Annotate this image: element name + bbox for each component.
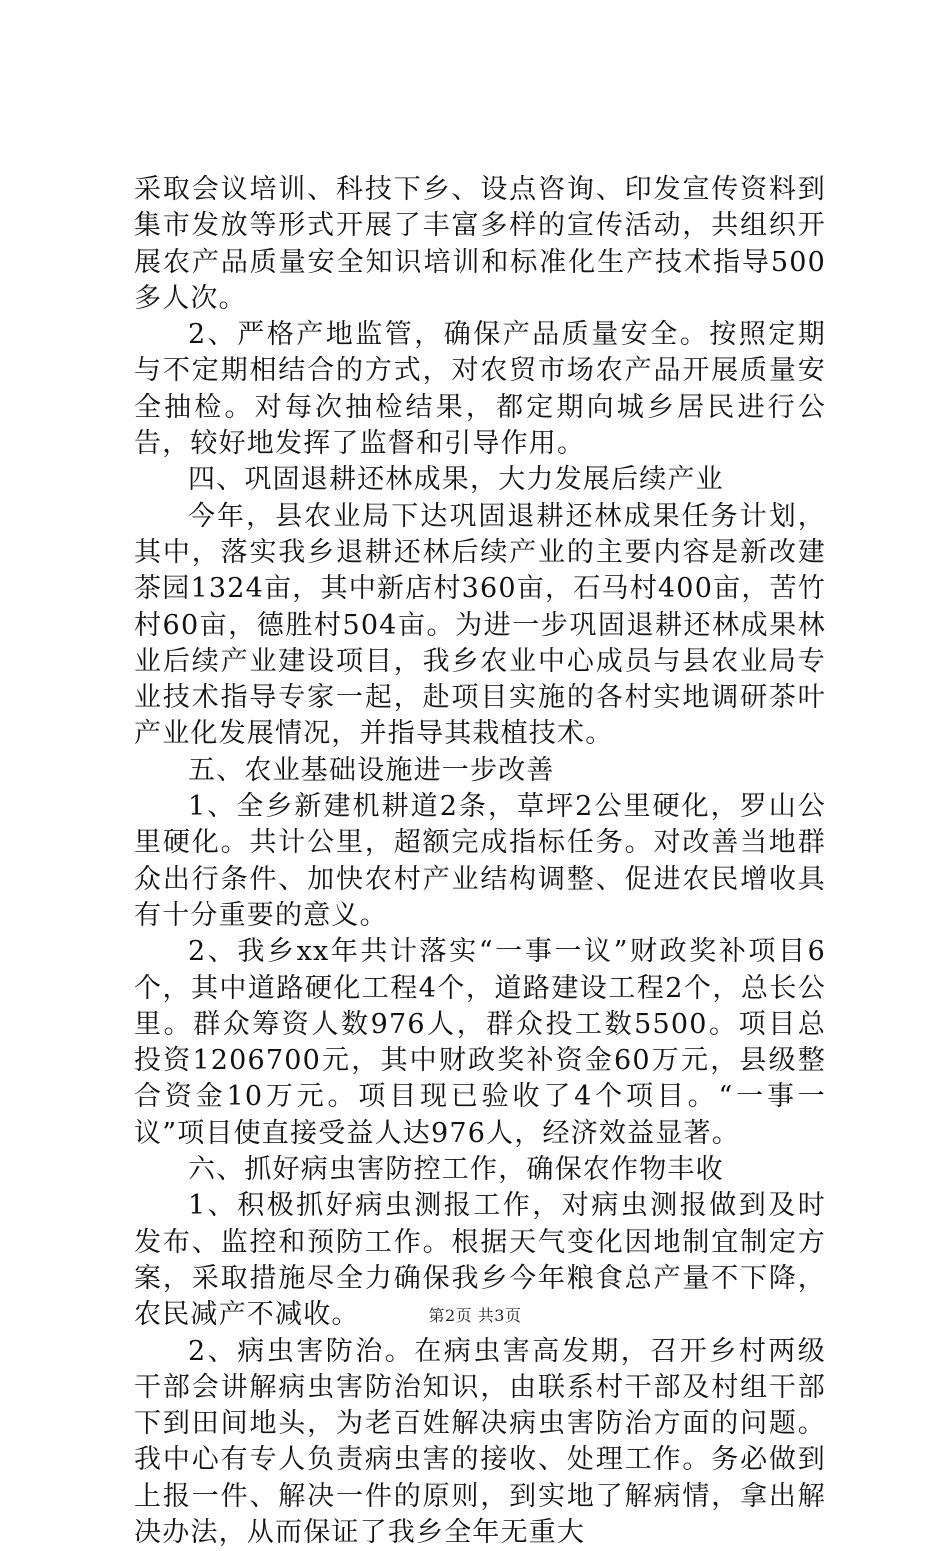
paragraph-reforestation: 今年，县农业局下达巩固退耕还林成果任务计划，其中，落实我乡退耕还林后续产业的主要内容是新改建茶园1324亩，其中新店村360亩，石马村400亩，苦竹村60亩，德胜村504亩。为进一步巩固退耕还林成果林业后续产业建设项目，我乡农业中心成员与县农业局专业技术指导专家一起，赴项目实施的各村实地调研茶叶产业化发展情况，并指导其栽植技术。 — [134, 499, 826, 753]
section-heading-five: 五、农业基础设施进一步改善 — [134, 753, 826, 789]
document-body — [134, 172, 826, 1551]
section-heading-four: 四、巩固退耕还林成果，大力发展后续产业 — [134, 462, 826, 498]
paragraph-one-matter-one-discussion: 2、我乡xx年共计落实“一事一议”财政奖补项目6个，其中道路硬化工程4个，道路建设工程2个，总长公里。群众筹资人数976人，群众投工数5500。项目总投资1206700元，其中财政奖补资金60万元，县级整合资金10万元。项目现已验收了4个项目。“一事一议”项目使直接受益人达976人，经济效益显著。 — [134, 934, 826, 1152]
section-heading-six: 六、抓好病虫害防控工作，确保农作物丰收 — [134, 1152, 826, 1188]
paragraph-pest-forecasting: 1、积极抓好病虫测报工作，对病虫测报做到及时发布、监控和预防工作。根据天气变化因地制宜制定方案，采取措施尽全力确保我乡今年粮食总产量不下降，农民减产不减收。 — [134, 1188, 826, 1333]
page-number-footer: 第2页 共3页 — [0, 1303, 950, 1326]
paragraph-pest-control: 2、病虫害防治。在病虫害高发期，召开乡村两级干部会讲解病虫害防治知识，由联系村干部及村组干部下到田间地头，为老百姓解决病虫害防治方面的问题。我中心有专人负责病虫害的接收、处理工作。务必做到上报一件、解决一件的原则，到实地了解病情，拿出解决办法，从而保证了我乡全年无重大 — [134, 1334, 826, 1551]
paragraph-farm-roads: 1、全乡新建机耕道2条，草坪2公里硬化，罗山公里硬化。共计公里，超额完成指标任务。对改善当地群众出行条件、加快农村产业结构调整、促进农民增收具有十分重要的意义。 — [134, 789, 826, 934]
paragraph-product-supervision: 2、严格产地监管，确保产品质量安全。按照定期与不定期相结合的方式，对农贸市场农产品开展质量安全抽检。对每次抽检结果，都定期向城乡居民进行公告，较好地发挥了监督和引导作用。 — [134, 317, 826, 462]
paragraph-continuation: 采取会议培训、科技下乡、设点咨询、印发宣传资料到集市发放等形式开展了丰富多样的宣传活动，共组织开展农产品质量安全知识培训和标准化生产技术指导500多人次。 — [134, 172, 826, 317]
